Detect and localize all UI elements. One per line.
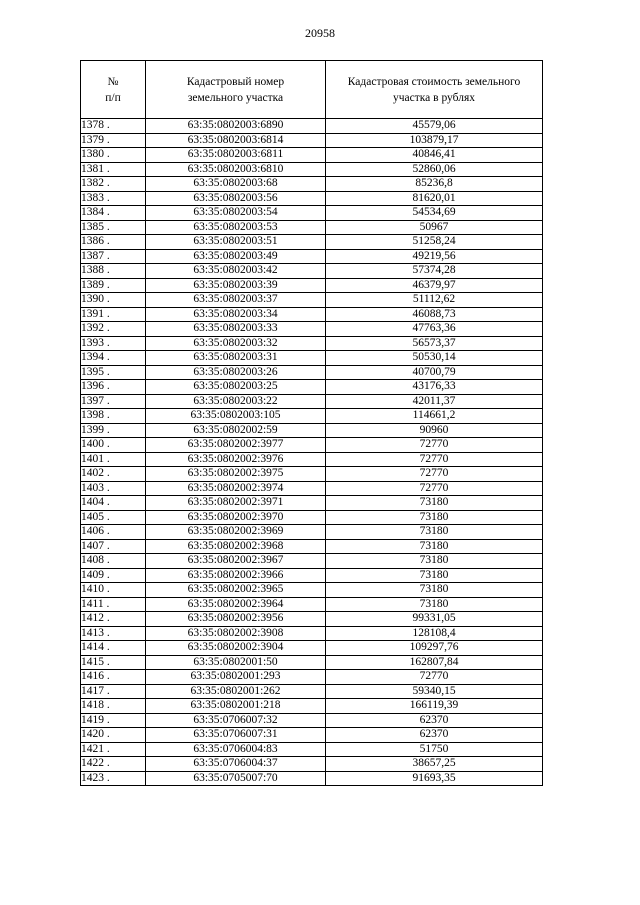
- cadastral-number: 63:35:0706007:32: [146, 713, 326, 728]
- cadastral-number: 63:35:0802003:33: [146, 322, 326, 337]
- cadastral-value: 43176,33: [326, 380, 543, 395]
- row-number: 1414 .: [81, 641, 146, 656]
- row-number: 1386 .: [81, 235, 146, 250]
- row-number: 1391 .: [81, 307, 146, 322]
- header-value-line2: участка в рублях: [392, 91, 475, 104]
- cadastral-number: 63:35:0802002:3969: [146, 525, 326, 540]
- table-row: [81, 670, 543, 685]
- table-row: [81, 583, 543, 598]
- cadastral-value: 109297,76: [326, 641, 543, 656]
- table-row: [81, 771, 543, 786]
- cadastral-number: 63:35:0802003:6810: [146, 162, 326, 177]
- cadastral-number: 63:35:0802002:3975: [146, 467, 326, 482]
- table-row: [81, 119, 543, 134]
- cadastral-number: 63:35:0802001:293: [146, 670, 326, 685]
- cadastral-number: 63:35:0802001:50: [146, 655, 326, 670]
- header-value-line1: Кадастровая стоимость земельного: [347, 75, 521, 88]
- cadastral-number: 63:35:0802003:37: [146, 293, 326, 308]
- cadastral-number: 63:35:0802003:25: [146, 380, 326, 395]
- cadastral-value: 73180: [326, 583, 543, 598]
- cadastral-value: 73180: [326, 510, 543, 525]
- cadastral-number: 63:35:0802003:34: [146, 307, 326, 322]
- row-number: 1400 .: [81, 438, 146, 453]
- cadastral-number: 63:35:0802001:218: [146, 699, 326, 714]
- table-row: [81, 423, 543, 438]
- cadastral-number: 63:35:0802003:6814: [146, 133, 326, 148]
- table-row: [81, 264, 543, 279]
- table-row: [81, 351, 543, 366]
- cadastral-value: 45579,06: [326, 119, 543, 134]
- row-number: 1393 .: [81, 336, 146, 351]
- row-number: 1403 .: [81, 481, 146, 496]
- cadastral-value: 72770: [326, 670, 543, 685]
- cadastral-number: 63:35:0802002:3967: [146, 554, 326, 569]
- table-row: [81, 380, 543, 395]
- cadastral-value: 51750: [326, 742, 543, 757]
- cadastral-number: 63:35:0802003:6811: [146, 148, 326, 163]
- cadastral-value: 114661,2: [326, 409, 543, 424]
- row-number: 1390 .: [81, 293, 146, 308]
- cadastral-value: 85236,8: [326, 177, 543, 192]
- table-row: [81, 742, 543, 757]
- cadastral-number: 63:35:0706007:31: [146, 728, 326, 743]
- cadastral-value: 73180: [326, 496, 543, 511]
- table-row: [81, 525, 543, 540]
- cadastral-number: 63:35:0802003:49: [146, 249, 326, 264]
- table-row: [81, 148, 543, 163]
- cadastral-number: 63:35:0802003:105: [146, 409, 326, 424]
- table-row: [81, 278, 543, 293]
- row-number: 1421 .: [81, 742, 146, 757]
- row-number: 1418 .: [81, 699, 146, 714]
- cadastral-value: 62370: [326, 728, 543, 743]
- table-row: [81, 394, 543, 409]
- cadastral-number: 63:35:0802002:59: [146, 423, 326, 438]
- table-row: [81, 409, 543, 424]
- cadastral-value: 59340,15: [326, 684, 543, 699]
- row-number: 1405 .: [81, 510, 146, 525]
- row-number: 1404 .: [81, 496, 146, 511]
- row-number: 1401 .: [81, 452, 146, 467]
- cadastral-value: 46088,73: [326, 307, 543, 322]
- row-number: 1420 .: [81, 728, 146, 743]
- cadastral-value: 72770: [326, 481, 543, 496]
- table-row: [81, 496, 543, 511]
- cadastral-value: 51258,24: [326, 235, 543, 250]
- row-number: 1381 .: [81, 162, 146, 177]
- table-row: [81, 162, 543, 177]
- table-row: [81, 713, 543, 728]
- cadastral-value: 57374,28: [326, 264, 543, 279]
- cadastral-number: 63:35:0802003:31: [146, 351, 326, 366]
- cadastral-value: 62370: [326, 713, 543, 728]
- row-number: 1417 .: [81, 684, 146, 699]
- cadastral-number: 63:35:0802003:39: [146, 278, 326, 293]
- row-number: 1395 .: [81, 365, 146, 380]
- row-number: 1407 .: [81, 539, 146, 554]
- table-row: [81, 728, 543, 743]
- row-number: 1396 .: [81, 380, 146, 395]
- cadastral-number: 63:35:0802001:262: [146, 684, 326, 699]
- row-number: 1379 .: [81, 133, 146, 148]
- row-number: 1399 .: [81, 423, 146, 438]
- page-number: 20958: [305, 26, 335, 40]
- table-row: [81, 612, 543, 627]
- cadastral-value: 162807,84: [326, 655, 543, 670]
- header-number-line1: №: [107, 75, 119, 88]
- row-number: 1398 .: [81, 409, 146, 424]
- cadastral-value: 73180: [326, 554, 543, 569]
- table-row: [81, 757, 543, 772]
- table-row: [81, 699, 543, 714]
- table-row: [81, 626, 543, 641]
- table-row: [81, 177, 543, 192]
- cadastral-number: 63:35:0802002:3956: [146, 612, 326, 627]
- table-row: [81, 220, 543, 235]
- table-row: [81, 655, 543, 670]
- cadastral-number: 63:35:0802002:3971: [146, 496, 326, 511]
- cadastral-number: 63:35:0802003:56: [146, 191, 326, 206]
- header-number-line2: п/п: [105, 91, 121, 104]
- row-number: 1392 .: [81, 322, 146, 337]
- table-row: [81, 235, 543, 250]
- cadastral-value: 51112,62: [326, 293, 543, 308]
- table-row: [81, 481, 543, 496]
- cadastral-value: 46379,97: [326, 278, 543, 293]
- table-header-row: [81, 61, 543, 119]
- cadastral-value: 38657,25: [326, 757, 543, 772]
- cadastral-number: 63:35:0802003:54: [146, 206, 326, 221]
- row-number: 1388 .: [81, 264, 146, 279]
- cadastral-number: 63:35:0802002:3976: [146, 452, 326, 467]
- header-cadastral-line2: земельного участка: [187, 91, 284, 104]
- cadastral-value: 40700,79: [326, 365, 543, 380]
- cadastral-value: 52860,06: [326, 162, 543, 177]
- cadastral-value: 73180: [326, 568, 543, 583]
- cadastral-value: 72770: [326, 438, 543, 453]
- table-row: [81, 452, 543, 467]
- cadastral-value: 90960: [326, 423, 543, 438]
- cadastral-value: 50967: [326, 220, 543, 235]
- header-cadastral-line1: Кадастровый номер: [186, 75, 285, 88]
- table-row: [81, 568, 543, 583]
- cadastral-value: 128108,4: [326, 626, 543, 641]
- cadastral-number: 63:35:0802002:3968: [146, 539, 326, 554]
- row-number: 1412 .: [81, 612, 146, 627]
- row-number: 1408 .: [81, 554, 146, 569]
- row-number: 1410 .: [81, 583, 146, 598]
- row-number: 1380 .: [81, 148, 146, 163]
- cadastral-number: 63:35:0802002:3964: [146, 597, 326, 612]
- cadastral-number: 63:35:0802003:68: [146, 177, 326, 192]
- table-row: [81, 539, 543, 554]
- cadastral-value: 166119,39: [326, 699, 543, 714]
- cadastral-number: 63:35:0802002:3966: [146, 568, 326, 583]
- row-number: 1385 .: [81, 220, 146, 235]
- cadastral-number: 63:35:0802003:32: [146, 336, 326, 351]
- table-row: [81, 554, 543, 569]
- table-row: [81, 322, 543, 337]
- table-row: [81, 206, 543, 221]
- cadastral-number: 63:35:0705007:70: [146, 771, 326, 786]
- cadastral-value-table: [80, 60, 543, 786]
- row-number: 1422 .: [81, 757, 146, 772]
- row-number: 1384 .: [81, 206, 146, 221]
- cadastral-number: 63:35:0706004:37: [146, 757, 326, 772]
- cadastral-value: 91693,35: [326, 771, 543, 786]
- cadastral-value: 99331,05: [326, 612, 543, 627]
- cadastral-value: 49219,56: [326, 249, 543, 264]
- row-number: 1387 .: [81, 249, 146, 264]
- cadastral-value: 50530,14: [326, 351, 543, 366]
- cadastral-value: 72770: [326, 452, 543, 467]
- row-number: 1402 .: [81, 467, 146, 482]
- header-cadastral-value: [326, 61, 543, 119]
- table-row: [81, 467, 543, 482]
- cadastral-value: 72770: [326, 467, 543, 482]
- row-number: 1415 .: [81, 655, 146, 670]
- table-row: [81, 336, 543, 351]
- row-number: 1409 .: [81, 568, 146, 583]
- row-number: 1416 .: [81, 670, 146, 685]
- cadastral-number: 63:35:0802003:26: [146, 365, 326, 380]
- cadastral-value: 40846,41: [326, 148, 543, 163]
- cadastral-value: 81620,01: [326, 191, 543, 206]
- row-number: 1394 .: [81, 351, 146, 366]
- cadastral-number: 63:35:0802003:6890: [146, 119, 326, 134]
- cadastral-number: 63:35:0706004:83: [146, 742, 326, 757]
- row-number: 1378 .: [81, 119, 146, 134]
- row-number: 1406 .: [81, 525, 146, 540]
- cadastral-number: 63:35:0802003:53: [146, 220, 326, 235]
- cadastral-number: 63:35:0802002:3970: [146, 510, 326, 525]
- table-row: [81, 191, 543, 206]
- row-number: 1411 .: [81, 597, 146, 612]
- cadastral-value: 54534,69: [326, 206, 543, 221]
- table-row: [81, 510, 543, 525]
- header-number: [81, 61, 146, 119]
- cadastral-number: 63:35:0802003:51: [146, 235, 326, 250]
- table-row: [81, 684, 543, 699]
- table-row: [81, 307, 543, 322]
- table-row: [81, 133, 543, 148]
- row-number: 1382 .: [81, 177, 146, 192]
- cadastral-value: 73180: [326, 525, 543, 540]
- table-row: [81, 365, 543, 380]
- row-number: 1419 .: [81, 713, 146, 728]
- row-number: 1413 .: [81, 626, 146, 641]
- header-cadastral-number: [146, 61, 326, 119]
- table-row: [81, 293, 543, 308]
- row-number: 1423 .: [81, 771, 146, 786]
- row-number: 1389 .: [81, 278, 146, 293]
- table-row: [81, 438, 543, 453]
- cadastral-number: 63:35:0802003:22: [146, 394, 326, 409]
- cadastral-value: 73180: [326, 539, 543, 554]
- cadastral-value: 56573,37: [326, 336, 543, 351]
- table-row: [81, 641, 543, 656]
- row-number: 1397 .: [81, 394, 146, 409]
- cadastral-number: 63:35:0802002:3904: [146, 641, 326, 656]
- cadastral-value: 103879,17: [326, 133, 543, 148]
- cadastral-value: 73180: [326, 597, 543, 612]
- cadastral-number: 63:35:0802002:3965: [146, 583, 326, 598]
- cadastral-number: 63:35:0802002:3977: [146, 438, 326, 453]
- cadastral-value: 42011,37: [326, 394, 543, 409]
- table-row: [81, 249, 543, 264]
- cadastral-value: 47763,36: [326, 322, 543, 337]
- row-number: 1383 .: [81, 191, 146, 206]
- cadastral-number: 63:35:0802002:3908: [146, 626, 326, 641]
- cadastral-number: 63:35:0802002:3974: [146, 481, 326, 496]
- cadastral-number: 63:35:0802003:42: [146, 264, 326, 279]
- table-row: [81, 597, 543, 612]
